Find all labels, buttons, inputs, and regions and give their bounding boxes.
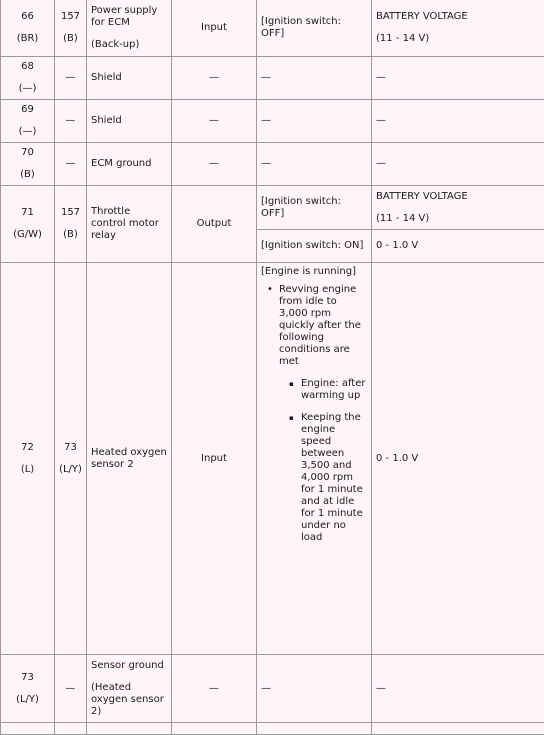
terminal-number: 71 [21,207,34,218]
condition-list [261,284,367,544]
spec-cell: — [372,57,544,100]
io-cell: — [172,655,257,723]
table-cell [372,723,544,735]
condition-cell: [Ignition switch: OFF] [257,186,372,230]
terminal-no-cell [1,263,55,655]
condition-item [273,284,367,544]
table-row [1,263,544,655]
terminal-no-cell [1,186,55,263]
condition-heading: [Engine is running] [261,266,357,277]
spec-cell: 0 - 1.0 V [372,263,544,655]
terminal-no-cell [1,655,55,723]
table-row [1,143,544,186]
io-cell: — [172,57,257,100]
condition-cell [257,263,372,655]
spec-cell: — [372,655,544,723]
terminal-number: 157 [60,10,81,22]
terminal-no-cell [1,143,55,186]
spec-cell: — [372,100,544,143]
terminal-no-cell: — [55,143,87,186]
terminal-number: 70 [21,147,34,158]
terminal-name-note: (Back-up) [91,38,140,50]
io-cell: — [172,143,257,186]
condition-cell: — [257,100,372,143]
table-row [1,0,544,57]
terminal-number: 69 [21,104,34,115]
terminal-name-note: (Heated oxygen sensor 2) [91,681,164,717]
wire-color: (—) [18,126,37,137]
spec-value: BATTERY VOLTAGE [376,190,468,202]
spec-cell: 0 - 1.0 V [372,230,544,263]
terminal-no-cell [55,0,87,57]
terminal-number: 72 [21,441,34,453]
terminal-no-cell [55,186,87,263]
io-cell: Input [172,263,257,655]
condition-cell: — [257,57,372,100]
terminal-number: 157 [60,207,81,218]
terminal-no-cell [55,263,87,655]
terminal-number: 73 [64,441,77,453]
terminal-no-cell [1,57,55,100]
wire-color: (L/Y) [59,463,82,475]
sub-condition-item: ▪ Engine: after warming up [295,378,367,402]
table-row [1,655,544,723]
description-cell: Shield [87,100,172,143]
wire-color: (B) [63,32,78,44]
description-cell: Heated oxygen sensor 2 [87,263,172,655]
condition-cell: [Ignition switch: ON] [257,230,372,263]
terminal-no-cell: — [55,655,87,723]
spec-range: (11 - 14 V) [376,212,430,224]
terminal-number: 73 [21,671,34,683]
wire-color: (BR) [16,32,39,44]
terminal-no-cell [1,100,55,143]
terminal-number: 68 [21,61,34,72]
terminal-no-cell: — [55,57,87,100]
condition-cell: — [257,655,372,723]
description-cell [87,655,172,723]
sub-condition-list [279,378,367,544]
terminal-no-cell: — [55,100,87,143]
description-cell: ECM ground [87,143,172,186]
description-cell [87,0,172,57]
spec-cell [372,0,544,57]
table-cell [1,723,55,735]
spec-cell [372,186,544,230]
spec-value: BATTERY VOLTAGE [376,10,468,22]
table-cell [55,723,87,735]
condition-text: Revving engine from idle to 3,000 rpm quickly after the following conditions are met [279,284,361,367]
wire-color: (L) [20,463,35,475]
wire-color: (—) [18,83,37,94]
spec-range: (11 - 14 V) [376,32,430,44]
io-cell: — [172,100,257,143]
table-row [1,186,544,230]
terminal-name: Power supply for ECM [91,4,158,28]
table-row [1,57,544,100]
table-row [1,100,544,143]
terminal-name: Sensor ground [91,659,164,671]
table-cell [87,723,172,735]
table-cell [257,723,372,735]
spec-cell: — [372,143,544,186]
wire-color: (B) [63,229,78,240]
condition-cell: [Ignition switch: OFF] [257,0,372,57]
io-cell: Input [172,0,257,57]
description-cell: Shield [87,57,172,100]
description-cell: Throttle control motor relay [87,186,172,263]
wire-color: (B) [20,169,35,180]
terminal-number: 66 [21,10,34,22]
terminal-no-cell [1,0,55,57]
sub-condition-item: ▪ Keeping the engine speed between 3,500 and 4,000 rpm for 1 minute and at idle for 1 minute under no load [295,412,367,544]
io-cell: Output [172,186,257,263]
table-cell [172,723,257,735]
wire-color: (G/W) [13,229,42,240]
wire-color: (L/Y) [16,693,39,705]
table-row-partial [1,723,544,735]
condition-cell: — [257,143,372,186]
